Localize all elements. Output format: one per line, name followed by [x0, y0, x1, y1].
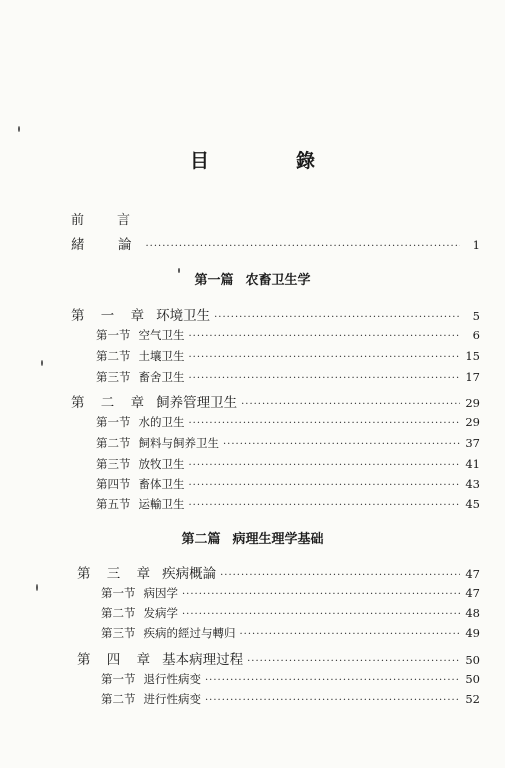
section-number: 第三节 — [96, 457, 131, 471]
section-number: 第二节 — [96, 349, 131, 363]
page-number: 52 — [465, 692, 480, 706]
leader-dots — [189, 500, 461, 511]
toc-section-row[interactable] — [101, 671, 480, 687]
section-number: 第四节 — [96, 477, 131, 491]
section-number: 第二节 — [96, 436, 131, 450]
section-number: 第一节 — [96, 328, 131, 342]
leader-dots — [189, 331, 461, 342]
section-name: 疾病的經过与轉归 — [143, 626, 236, 640]
section-name: 畜体卫生 — [138, 477, 185, 491]
part-number: 第二篇 — [181, 532, 221, 547]
section-name: 发病学 — [143, 606, 178, 620]
page-number: 29 — [465, 415, 480, 429]
page-number: 1 — [472, 238, 480, 252]
page-number: 47 — [465, 567, 480, 581]
chapter-number: 第 四 章 — [77, 652, 157, 668]
toc-section-row[interactable] — [96, 414, 480, 430]
section-number: 第二节 — [101, 692, 136, 706]
leader-dots — [220, 570, 460, 581]
toc-front-label: 前 言 — [71, 213, 141, 228]
page-number: 48 — [465, 606, 480, 620]
scan-speck — [36, 584, 38, 591]
leader-dots — [247, 656, 460, 667]
leader-dots — [189, 480, 461, 491]
leader-dots — [214, 312, 460, 323]
section-number: 第一节 — [101, 672, 136, 686]
toc-front-preface — [71, 209, 140, 228]
toc-chapter-row[interactable] — [71, 304, 480, 324]
chapter-name: 疾病概論 — [162, 566, 217, 582]
toc-section-row[interactable] — [96, 435, 480, 451]
toc-front-label: 緒 論 — [71, 237, 142, 253]
toc-front-intro[interactable] — [71, 233, 480, 253]
page-number: 47 — [465, 586, 480, 600]
chapter-number: 第 一 章 — [71, 308, 151, 324]
scan-speck — [41, 360, 43, 366]
section-number: 第一节 — [101, 586, 136, 600]
page-number: 45 — [465, 497, 480, 511]
section-name: 土壤卫生 — [138, 349, 185, 363]
toc-chapter-row[interactable] — [71, 391, 480, 411]
toc-section-row[interactable] — [101, 605, 480, 621]
page-title: 目 錄 — [189, 150, 349, 172]
page-number: 15 — [465, 349, 480, 363]
section-name: 病因学 — [143, 586, 178, 600]
section-name: 退行性病变 — [143, 672, 201, 686]
section-name: 进行性病变 — [143, 692, 201, 706]
page-number: 41 — [465, 457, 480, 471]
section-number: 第三节 — [101, 626, 136, 640]
leader-dots — [189, 373, 461, 384]
leader-dots — [146, 241, 461, 252]
section-number: 第一节 — [96, 415, 131, 429]
leader-dots — [241, 399, 460, 410]
section-name: 运輸卫生 — [138, 497, 185, 511]
section-number: 第二节 — [101, 606, 136, 620]
toc-section-row[interactable] — [96, 369, 480, 385]
part-name: 农畜卫生学 — [245, 273, 311, 288]
part-name: 病理生理学基础 — [232, 532, 324, 547]
leader-dots — [205, 695, 460, 706]
toc-section-row[interactable] — [96, 496, 480, 512]
toc-section-row[interactable] — [101, 625, 480, 641]
toc-chapter-row[interactable] — [77, 562, 480, 582]
section-number: 第三节 — [96, 370, 131, 384]
chapter-number: 第 二 章 — [71, 395, 151, 411]
page-number: 6 — [472, 328, 480, 342]
chapter-name: 基本病理过程 — [162, 652, 244, 668]
toc-section-row[interactable] — [96, 456, 480, 472]
page-number: 37 — [465, 436, 480, 450]
toc-section-row[interactable] — [96, 476, 480, 492]
section-name: 飼料与飼养卫生 — [138, 436, 219, 450]
page-number: 29 — [465, 396, 480, 410]
leader-dots — [189, 460, 461, 471]
leader-dots — [189, 418, 461, 429]
page-number: 17 — [465, 370, 480, 384]
toc-chapter-row[interactable] — [77, 648, 480, 668]
toc-part-heading — [0, 269, 505, 288]
chapter-number: 第 三 章 — [77, 566, 157, 582]
leader-dots — [189, 352, 461, 363]
section-name: 水的卫生 — [138, 415, 185, 429]
chapter-name: 飼养管理卫生 — [156, 395, 238, 411]
section-name: 空气卫生 — [138, 328, 185, 342]
section-name: 放牧卫生 — [138, 457, 185, 471]
scan-speck — [18, 126, 20, 132]
page-number: 50 — [465, 653, 480, 667]
toc-section-row[interactable] — [101, 691, 480, 707]
leader-dots — [223, 439, 460, 450]
page-number: 43 — [465, 477, 480, 491]
leader-dots — [182, 609, 460, 620]
chapter-name: 环境卫生 — [156, 308, 211, 324]
part-number: 第一篇 — [194, 273, 234, 288]
toc-section-row[interactable] — [101, 585, 480, 601]
page-number: 49 — [465, 626, 480, 640]
toc-part-heading — [0, 528, 505, 547]
leader-dots — [205, 675, 460, 686]
section-name: 畜舍卫生 — [138, 370, 185, 384]
toc-section-row[interactable] — [96, 327, 480, 343]
section-number: 第五节 — [96, 497, 131, 511]
leader-dots — [182, 589, 460, 600]
toc-section-row[interactable] — [96, 348, 480, 364]
page-number: 50 — [465, 672, 480, 686]
page-number: 5 — [472, 309, 480, 323]
leader-dots — [240, 629, 461, 640]
